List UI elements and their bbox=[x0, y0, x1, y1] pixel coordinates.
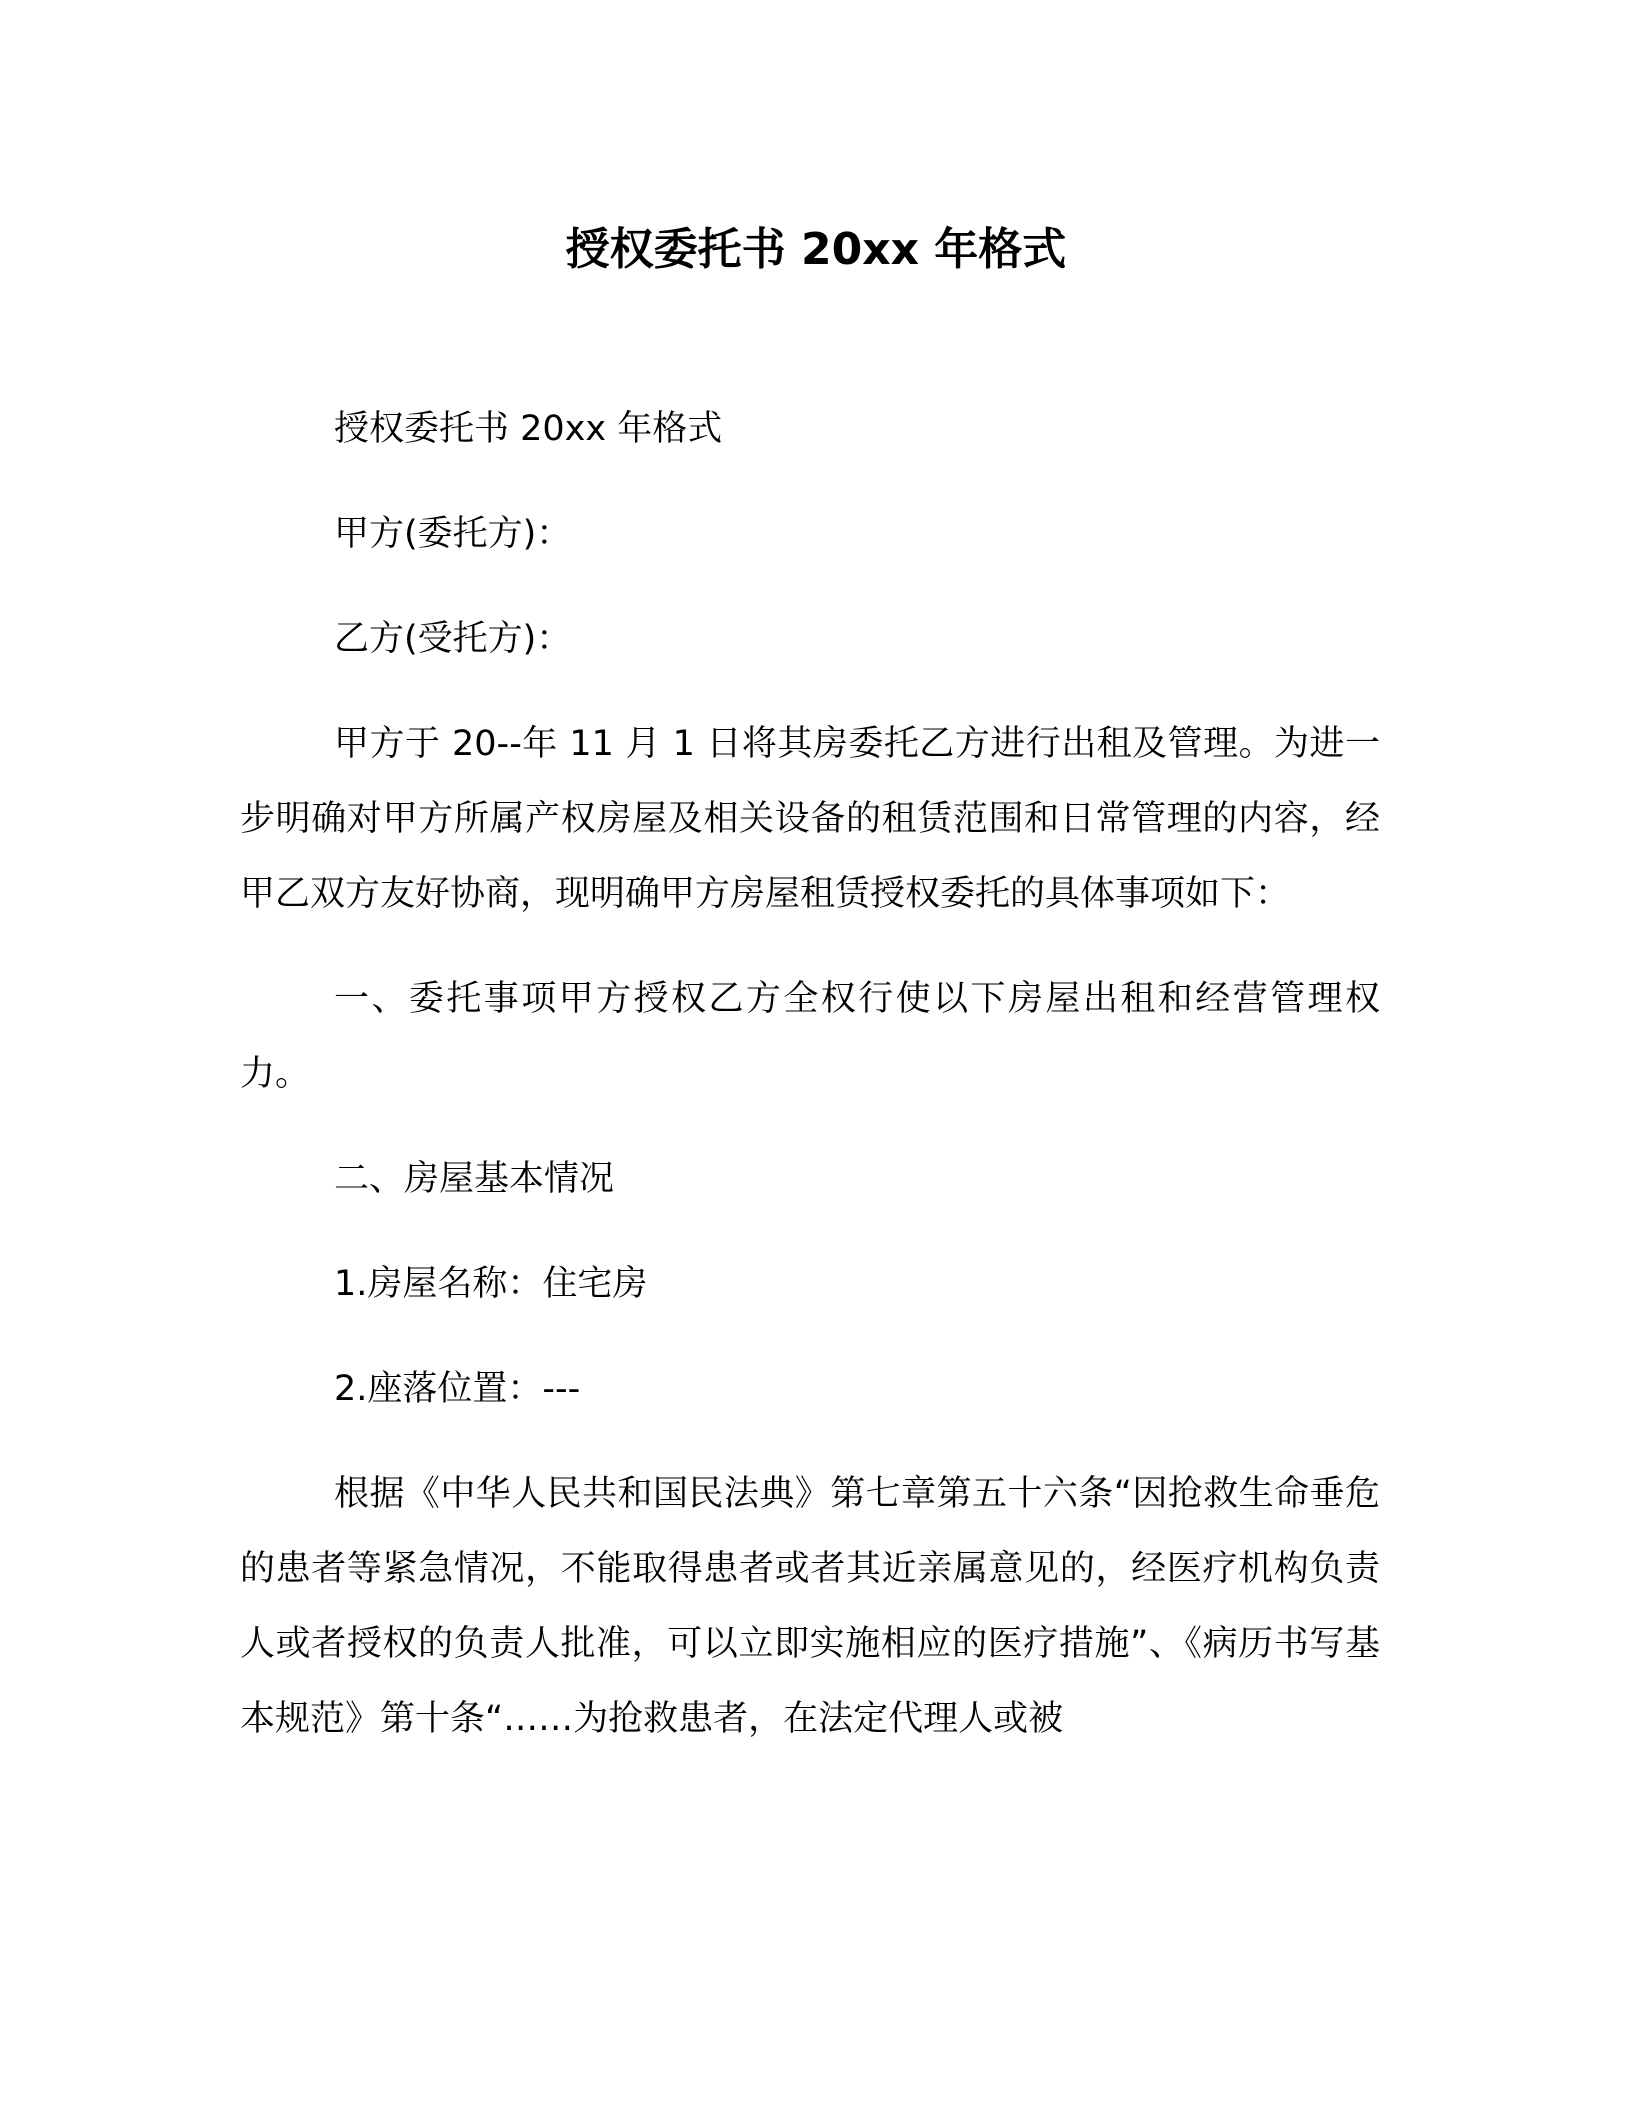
paragraph-intro: 甲方于 20--年 11 月 1 日将其房委托乙方进行出租及管理。为进一步明确对甲方所属产权房屋及相关设备的租赁范围和日常管理的内容，经甲乙双方友好协商，现明确甲方房屋租赁授权委托的具体事项如下： bbox=[240, 724, 1380, 914]
paragraph-section-2: 二、房屋基本情况 bbox=[334, 1159, 615, 1199]
paragraph-house-name: 1.房屋名称：住宅房 bbox=[334, 1264, 648, 1304]
paragraph-legal-basis: 根据《中华人民共和国民法典》第七章第五十六条“因抢救生命垂危的患者等紧急情况，不能取得患者或者其近亲属意见的，经医疗机构负责人或者授权的负责人批准，可以立即实施相应的医疗措施”、《病历书写基本规范》第十条“……为抢救患者，在法定代理人或被 bbox=[240, 1474, 1380, 1739]
paragraph-subtitle: 授权委托书 20xx 年格式 bbox=[334, 409, 723, 449]
document-body bbox=[240, 392, 1380, 1787]
paragraph-party-b: 乙方(受托方)： bbox=[334, 619, 572, 659]
paragraph-section-1: 一、委托事项甲方授权乙方全权行使以下房屋出租和经营管理权力。 bbox=[240, 979, 1380, 1094]
paragraph-location: 2.座落位置：--- bbox=[334, 1369, 581, 1409]
paragraph-party-a: 甲方(委托方)： bbox=[334, 514, 572, 554]
document-title: 授权委托书 20xx 年格式 bbox=[565, 224, 1067, 275]
